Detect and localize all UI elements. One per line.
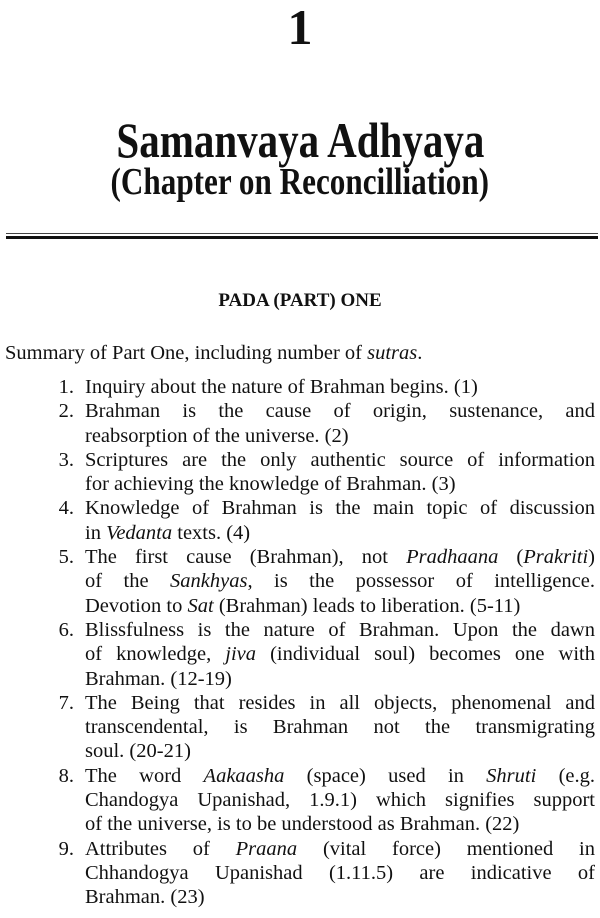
list-item-line (85, 837, 595, 861)
text-segment: reabsorption of the universe. (2) (85, 424, 349, 447)
list-item-number: 2. (58, 400, 74, 423)
list-item-number: 3. (58, 448, 74, 471)
italic-term: Prakriti (523, 546, 589, 569)
list-item-line (85, 472, 595, 496)
text-segment: . (417, 342, 423, 364)
chapter-title-text: Samanvaya Adhyaya (116, 112, 484, 168)
chapter-subtitle-text: (Chapter on Reconcilliation) (110, 161, 490, 203)
list-item-number: 6. (58, 618, 74, 641)
text-segment: of the (85, 570, 171, 593)
text-segment: of the universe, is to be understood as Brahman. (22) (85, 813, 520, 836)
text-segment: Brahman. (23) (85, 886, 205, 909)
text-segment: transcendental, is Brahman not the transmigrating (85, 716, 595, 739)
text-segment: for achieving the knowledge of Brahman. (3) (85, 473, 456, 496)
list-item (0, 764, 595, 837)
list-item-line (85, 545, 595, 569)
text-segment: Blissfulness is the nature of Brahman. Upon the dawn (85, 618, 595, 641)
list-item-line (85, 764, 595, 788)
text-segment: of knowledge, (85, 643, 226, 666)
text-segment: The word (85, 764, 204, 787)
list-item-number: 1. (58, 376, 74, 398)
text-segment: (individual soul) becomes one with (256, 643, 595, 666)
text-segment: in (85, 521, 107, 544)
list-item-line (85, 448, 595, 472)
text-segment: Chandogya Upanishad, 1.9.1) which signifies support (85, 789, 595, 812)
rule-thin (6, 233, 598, 234)
text-segment: ) (588, 546, 595, 569)
list-item (0, 837, 595, 910)
italic-term: Sankhyas (170, 570, 248, 593)
list-item-line (85, 618, 595, 642)
text-segment: , is the possessor of intelligence. (247, 570, 595, 593)
text-segment: Devotion to (85, 594, 188, 617)
list-item (0, 691, 595, 764)
list-item-number: 7. (58, 691, 74, 714)
text-segment: Knowledge of Brahman is the main topic of discussion (85, 497, 595, 520)
list-item (0, 618, 595, 691)
text-segment: Attributes of (85, 837, 236, 860)
list-item-line (85, 812, 595, 836)
text-segment: Brahman. (12-19) (85, 667, 232, 690)
list-item-line (85, 594, 595, 618)
chapter-subtitle (0, 160, 600, 204)
list-item-line (85, 691, 595, 715)
text-segment: soul. (20-21) (85, 740, 191, 763)
rule-thick (6, 236, 598, 239)
text-segment: (Brahman) leads to liberation. (5-11) (213, 594, 521, 617)
list-item-number: 8. (58, 764, 74, 787)
italic-term: jiva (225, 643, 257, 666)
text-segment: Brahman is the cause of origin, sustenance, and (85, 400, 595, 423)
sutra-summary-list (0, 375, 600, 910)
list-item (0, 448, 595, 497)
italic-term: sutras (367, 342, 418, 364)
list-item-line (85, 424, 595, 448)
text-segment: ( (498, 546, 524, 569)
chapter-number: 1 (287, 0, 313, 55)
list-item-line (85, 399, 595, 423)
list-item-line (85, 521, 595, 545)
text-segment: Chhandogya Upanishad (1.11.5) are indicative of (85, 861, 595, 884)
italic-term: Pradhaana (406, 546, 499, 569)
list-item-line (85, 885, 595, 909)
list-item-number: 4. (58, 497, 74, 520)
list-item-line (85, 496, 595, 520)
list-item-line (85, 739, 595, 763)
text-segment: The first cause (Brahman), not (85, 546, 407, 569)
text-segment: (space) used in (284, 764, 487, 787)
list-item-line (85, 861, 595, 885)
double-rule-divider (6, 233, 598, 239)
list-item-line (85, 667, 595, 691)
italic-term: Sat (187, 594, 214, 617)
list-item (0, 375, 595, 399)
list-item-line (85, 569, 595, 593)
section-heading: PADA (PART) ONE (218, 290, 382, 311)
italic-term: Shruti (486, 764, 537, 787)
list-item (0, 496, 595, 545)
text-segment: Inquiry about the nature of Brahman begins. (1) (85, 376, 478, 398)
text-segment: (vital force) mentioned in (297, 837, 595, 860)
list-item-line (85, 642, 595, 666)
italic-term: Praana (235, 837, 298, 860)
text-segment: (e.g. (536, 764, 595, 787)
list-item (0, 399, 595, 448)
list-item-number: 9. (58, 837, 74, 860)
list-item (0, 545, 595, 618)
list-item-line (85, 375, 595, 399)
list-item-line (85, 788, 595, 812)
summary-line (5, 340, 422, 366)
text-segment: Summary of Part One, including number of (5, 342, 368, 364)
list-item-line (85, 715, 595, 739)
text-segment: The Being that resides in all objects, phenomenal and (85, 691, 595, 714)
italic-term: Vedanta (106, 521, 173, 544)
italic-term: Aakaasha (203, 764, 285, 787)
list-item-number: 5. (58, 546, 74, 569)
text-segment: Scriptures are the only authentic source of information (85, 448, 595, 471)
text-segment: texts. (4) (172, 521, 251, 544)
